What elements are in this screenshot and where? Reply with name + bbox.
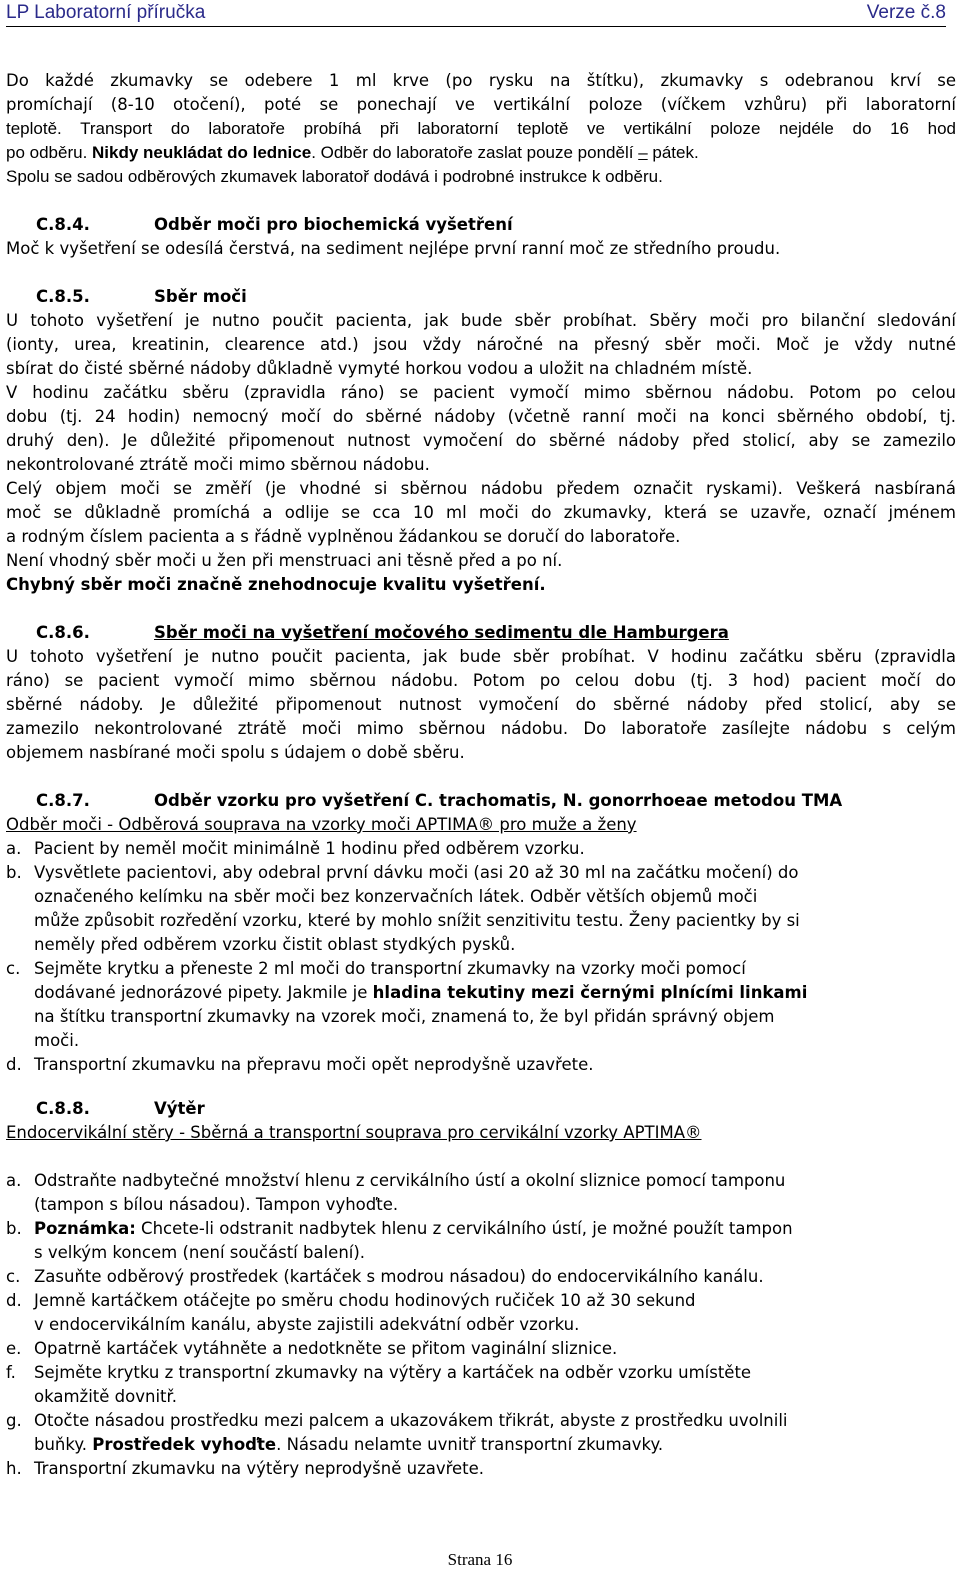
intro-paragraph	[6, 69, 956, 117]
text-line: Spolu se sadou odběrových zkumavek laboratoř dodává i podrobné instrukce k odběru.	[6, 167, 663, 186]
text-line: sbírat do čisté sběrné nádoby důkladně vymyté horkou vodou a uložit na chladném místě.	[6, 359, 753, 378]
text-line: Do každé zkumavky se odebere 1 ml krve (po rysku na štítku), zkumavky s odebranou krví se	[6, 71, 956, 90]
text-line: teplotě. Transport do laboratoře probíhá při laboratorní teplotě ve vertikální poloze nejdéle do 16 hod	[6, 119, 956, 138]
warning-text: Chybný sběr moči značně znehodnocuje kvalitu vyšetření.	[6, 575, 546, 594]
bold-text: hladina tekutiny mezi černými plnícími linkami	[372, 983, 808, 1002]
header-version: Verze č.8	[866, 2, 946, 23]
text-line: Není vhodný sběr moči u žen při menstruaci ani těsně před a po ní.	[6, 551, 563, 570]
list-item: a. Pacient by neměl močit minimálně 1 hodinu před odběrem vzorku.	[6, 839, 585, 858]
list-item: d. Transportní zkumavku na přepravu moči opět neprodyšně uzavřete.	[6, 1055, 594, 1074]
list-item: a. Odstraňte nadbytečné množství hlenu z cervikálního ústí a okolní sliznice pomocí tamponu (tampon s bílou násadou). Tampon vyhoďte.	[6, 1171, 786, 1214]
section-heading: C.8.5. Sběr moči	[36, 287, 247, 306]
page-header	[6, 0, 946, 27]
text-line: a rodným číslem pacienta a s řádně vyplněnou žádankou se doručí do laboratoře.	[6, 527, 681, 546]
page-footer: Strana 16	[447, 1550, 513, 1569]
list-item: h. Transportní zkumavku na výtěry neprodyšně uzavřete.	[6, 1459, 485, 1478]
section-text: Moč k vyšetření se odesílá čerstvá, na sediment nejlépe první ranní moč ze středního proudu.	[6, 239, 781, 258]
list-item: b. Poznámka: Chcete-li odstranit nadbytek hlenu z cervikálního ústí, je možné použít tampon s velkým koncem (není součástí balení).	[6, 1219, 793, 1262]
list-item: c. Sejměte krytku a přeneste 2 ml moči do transportní zkumavky na vzorky moči pomocí dodávané jednorázové pipety. Jakmile je hladina tekutiny mezi černými plnícími linkami na štítku transportní zkumavky na vzorek moči, znamená to, že byl přidán správný objem moči.	[6, 959, 808, 1050]
section-heading: C.8.8. Výtěr	[36, 1099, 205, 1118]
text-line: sběrné nádoby. Je důležité připomenout nutnost vymočení do sběrné nádoby před stolicí, aby se	[6, 695, 956, 714]
section-c84	[6, 213, 956, 261]
text-line: moč se důkladně promíchá a odlije se cca 10 ml moči do zkumavky, která se uzavře, označí jménem	[6, 503, 956, 522]
text-line: dobu (tj. 24 hodin) nemocný močí do sběrné nádoby (včetně ranní moči na konci sběrného období, tj.	[6, 407, 956, 426]
text-line: ráno) se pacient vymočí mimo sběrnou nádobu. Potom po celou dobu (tj. 3 hod) pacient močí do	[6, 671, 956, 690]
section-subtitle: Odběr moči - Odběrová souprava na vzorky moči APTIMA® pro muže a ženy	[6, 815, 637, 834]
text-line: po odběru. Nikdy neukládat do lednice. Odběr do laboratoře zaslat pouze pondělí – pátek.	[6, 143, 699, 162]
header-title: LP Laboratorní příručka	[6, 2, 206, 23]
section-heading: C.8.6. Sběr moči na vyšetření močového sedimentu dle Hamburgera	[36, 623, 729, 642]
list-item: c. Zasuňte odběrový prostředek (kartáček s modrou násadou) do endocervikálního kanálu.	[6, 1267, 764, 1286]
list-item: g. Otočte násadou prostředku mezi palcem a ukazovákem třikrát, abyste z prostředku uvolnili buňky. Prostředek vyhoďte. Násadu nelamte uvnitř transportní zkumavky.	[6, 1411, 788, 1454]
bold-text: Nikdy neukládat do lednice	[92, 143, 312, 162]
intro-transport-paragraph	[6, 117, 956, 189]
section-c87	[6, 789, 956, 1077]
section-subtitle: Endocervikální stěry - Sběrná a transportní souprava pro cervikální vzorky APTIMA®	[6, 1123, 702, 1142]
section-c86	[6, 621, 956, 765]
list-item: f. Sejměte krytku z transportní zkumavky na výtěry a kartáček na odběr vzorku umístěte okamžitě dovnitř.	[6, 1363, 752, 1406]
instruction-list	[6, 1169, 956, 1481]
text-line: zamezilo nekontrolované ztrátě moči mimo sběrnou nádobu. Do laboratoře zasílejte nádobu s celým	[6, 719, 956, 738]
section-heading: C.8.4. Odběr moči pro biochemická vyšetření	[36, 215, 513, 234]
list-item: e. Opatrně kartáček vytáhněte a nedotkněte se přitom vaginální sliznice.	[6, 1339, 618, 1358]
text-line: U tohoto vyšetření je nutno poučit pacienta, jak bude sběr probíhat. V hodinu začátku sběru (zpravidla	[6, 647, 956, 666]
text-line: druhý den). Je důležité připomenout nutnost vymočení do sběrné nádoby před stolicí, aby se zamezilo	[6, 431, 956, 450]
text-line: U tohoto vyšetření je nutno poučit pacienta, jak bude sběr probíhat. Sběry moči pro bilanční sledování	[6, 311, 956, 330]
instruction-list	[6, 837, 956, 1077]
text-line: (ionty, urea, kreatinin, clearence atd.) jsou vždy náročné na přesný sběr moči. Moč je vždy nutné	[6, 335, 956, 354]
text-line: promíchají (8-10 otočení), poté se ponechají ve vertikální poloze (víčkem vzhůru) při laboratorní	[6, 95, 956, 114]
section-heading: C.8.7. Odběr vzorku pro vyšetření C. trachomatis, N. gonorrhoeae metodou TMA	[36, 791, 843, 810]
bold-text: Poznámka:	[34, 1219, 136, 1238]
section-c85	[6, 285, 956, 597]
text-line: objemem nasbírané moči spolu s údajem o době sběru.	[6, 743, 465, 762]
bold-text: Prostředek vyhoďte	[92, 1435, 277, 1454]
list-item: d. Jemně kartáčkem otáčejte po směru chodu hodinových ručiček 10 až 30 sekund v endocervikálním kanálu, abyste zajistili adekvátní odběr vzorku.	[6, 1291, 696, 1334]
section-c88	[6, 1097, 956, 1481]
text-line: nekontrolované ztrátě moči mimo sběrnou nádobu.	[6, 455, 430, 474]
text-line: Celý objem moči se změří (je vhodné si sběrnou nádobu předem označit ryskami). Veškerá nasbíraná	[6, 479, 956, 498]
text-line: V hodinu začátku sběru (zpravidla ráno) se pacient vymočí mimo sběrnou nádobu. Potom po celou	[6, 383, 956, 402]
list-item: b. Vysvětlete pacientovi, aby odebral první dávku moči (asi 20 až 30 ml na začátku močení) do označeného kelímku na sběr moči bez konzervačních látek. Odběr větších objemů moči může způsobit rozředění vzorku, které by mohlo snížit senzitivitu testu. Ženy pacientky by si neměly před odběrem vzorku čistit oblast stydkých pysků.	[6, 863, 800, 954]
